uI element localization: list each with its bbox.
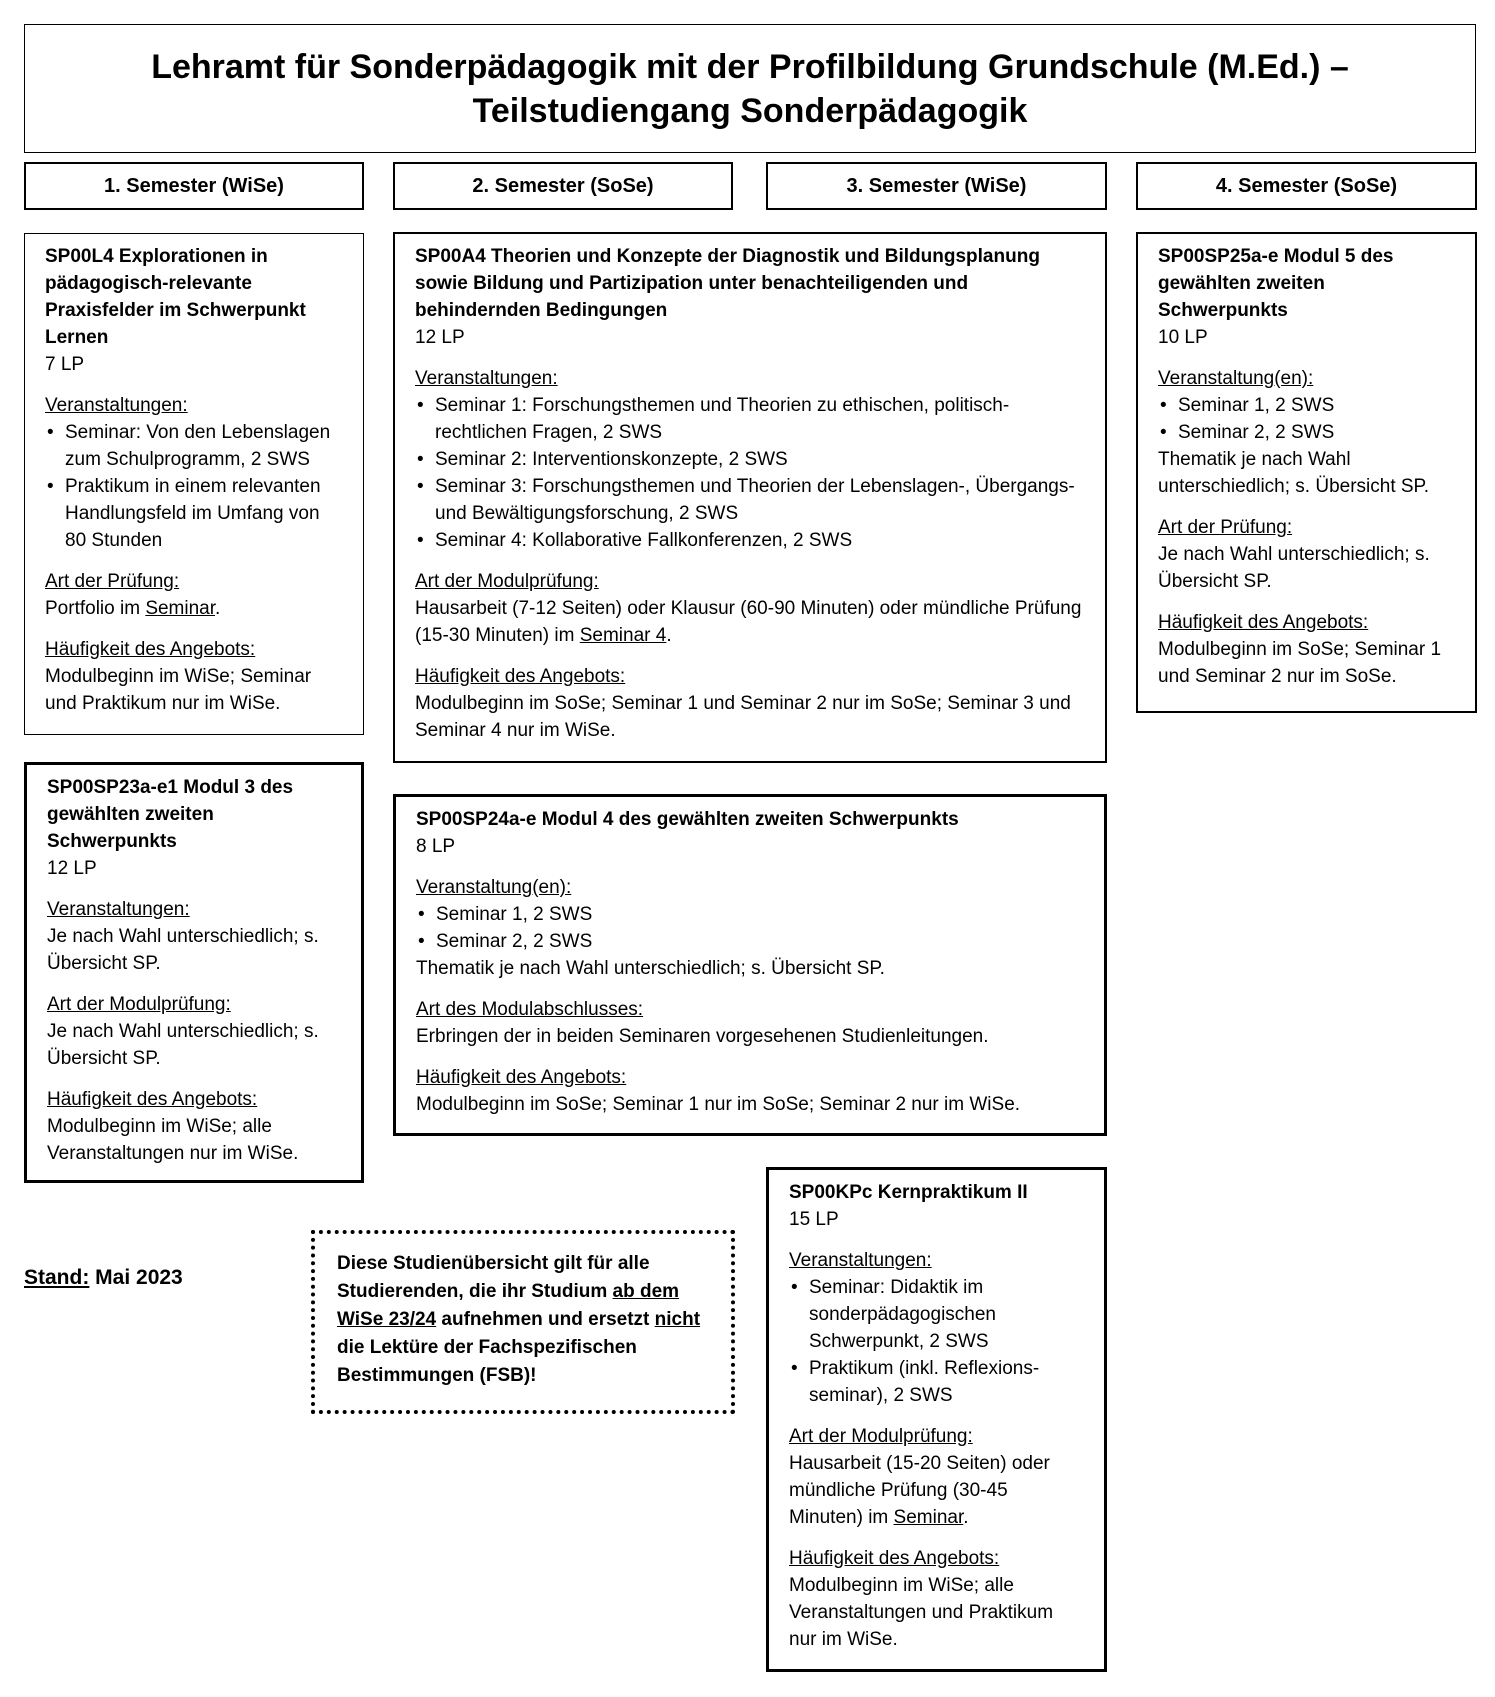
veranstaltungen-list bbox=[45, 419, 343, 554]
pruefung-text: Hausarbeit (15-20 Seiten) oder mündliche Prüfung (30-45 Minuten) im Seminar. bbox=[789, 1453, 1050, 1528]
page-title-line-2: Teilstudiengang Sonderpädagogik bbox=[472, 91, 1028, 130]
module-credits: 7 LP bbox=[45, 354, 85, 375]
haeufigkeit-text: Modulbeginn im WiSe; alle Veranstaltungen und Praktikum nur im WiSe. bbox=[789, 1575, 1054, 1650]
notice-emphasis: ab dem WiSe 23/24 bbox=[337, 1281, 680, 1330]
list-item: • Praktikum (inkl. Reflexions-seminar), 2 SWS bbox=[789, 1355, 1084, 1409]
veranstaltungen-text: Je nach Wahl unterschiedlich; s. Übersicht SP. bbox=[47, 926, 319, 974]
module-title: SP00SP23a-e1 Modul 3 des gewählten zweiten Schwerpunkts bbox=[47, 777, 294, 852]
list-item: • Praktikum in einem relevanten Handlungsfeld im Umfang von 80 Stunden bbox=[45, 473, 343, 554]
veranstaltungen-label: Veranstaltung(en): bbox=[1158, 368, 1314, 389]
list-item: • Seminar 2, 2 SWS bbox=[416, 928, 1084, 955]
module-sp00sp23 bbox=[24, 762, 364, 1183]
list-item: • Seminar 2: Interventionskonzepte, 2 SWS bbox=[415, 446, 1085, 473]
notice-emphasis: nicht bbox=[654, 1309, 701, 1330]
abschluss-text: Erbringen der in beiden Seminaren vorgesehenen Studienleitungen. bbox=[416, 1026, 989, 1047]
module-credits: 15 LP bbox=[789, 1209, 839, 1230]
veranstaltungen-label: Veranstaltung(en): bbox=[416, 877, 572, 898]
list-item: • Seminar 1: Forschungsthemen und Theorien zu ethischen, politisch-rechtlichen Fragen, 2 SWS bbox=[415, 392, 1085, 446]
veranstaltungen-list bbox=[789, 1274, 1084, 1409]
module-title: SP00KPc Kernpraktikum II bbox=[789, 1182, 1028, 1203]
haeufigkeit-label: Häufigkeit des Angebots: bbox=[47, 1089, 258, 1110]
pruefung-label: Art der Modulprüfung: bbox=[415, 571, 599, 592]
module-credits: 10 LP bbox=[1158, 327, 1208, 348]
veranstaltungen-list bbox=[415, 392, 1085, 554]
module-sp00l4 bbox=[24, 233, 364, 735]
semester-header-3: 3. Semester (WiSe) bbox=[766, 162, 1107, 210]
pruefung-text: Je nach Wahl unterschiedlich; s. Übersicht SP. bbox=[1158, 544, 1430, 592]
module-sp00kpc bbox=[766, 1167, 1107, 1672]
list-item: • Seminar: Didaktik im sonderpädagogischen Schwerpunkt, 2 SWS bbox=[789, 1274, 1084, 1355]
list-item: • Seminar 1, 2 SWS bbox=[416, 901, 1084, 928]
notice-text: Diese Studienübersicht gilt für alle Studierenden, die ihr Studium bbox=[337, 1253, 650, 1302]
pruefung-text: Hausarbeit (7-12 Seiten) oder Klausur (60-90 Minuten) oder mündliche Prüfung (15-30 Minuten) im Seminar 4. bbox=[415, 598, 1082, 646]
module-credits: 12 LP bbox=[47, 858, 97, 879]
haeufigkeit-label: Häufigkeit des Angebots: bbox=[415, 666, 626, 687]
stand-value: Mai 2023 bbox=[95, 1266, 183, 1289]
semester-header-2: 2. Semester (SoSe) bbox=[393, 162, 733, 210]
stand-label: Stand: bbox=[24, 1266, 90, 1289]
semester-header-1: 1. Semester (WiSe) bbox=[24, 162, 364, 210]
abschluss-label: Art des Modulabschlusses: bbox=[416, 999, 644, 1020]
veranstaltungen-label: Veranstaltungen: bbox=[45, 395, 188, 416]
list-item: • Seminar 1, 2 SWS bbox=[1158, 392, 1455, 419]
haeufigkeit-text: Modulbeginn im WiSe; Seminar und Praktikum nur im WiSe. bbox=[45, 666, 312, 714]
notice-text: aufnehmen und ersetzt bbox=[436, 1309, 655, 1330]
veranstaltungen-text: Thematik je nach Wahl unterschiedlich; s. Übersicht SP. bbox=[1158, 449, 1430, 497]
stand-date bbox=[24, 1266, 183, 1290]
haeufigkeit-label: Häufigkeit des Angebots: bbox=[416, 1067, 627, 1088]
veranstaltungen-text: Thematik je nach Wahl unterschiedlich; s. Übersicht SP. bbox=[416, 958, 885, 979]
haeufigkeit-text: Modulbeginn im WiSe; alle Veranstaltungen nur im WiSe. bbox=[47, 1116, 299, 1164]
veranstaltungen-label: Veranstaltungen: bbox=[415, 368, 558, 389]
notice-text: die Lektüre der Fachspezifischen Bestimmungen (FSB)! bbox=[337, 1337, 637, 1386]
module-title: SP00L4 Explorationen in pädagogisch-relevante Praxisfelder im Schwerpunkt Lernen bbox=[45, 246, 306, 348]
list-item: • Seminar 3: Forschungsthemen und Theorien der Lebenslagen-, Übergangs- und Bewältigungsforschung, 2 SWS bbox=[415, 473, 1085, 527]
list-item: • Seminar 2, 2 SWS bbox=[1158, 419, 1455, 446]
haeufigkeit-label: Häufigkeit des Angebots: bbox=[45, 639, 256, 660]
module-credits: 12 LP bbox=[415, 327, 465, 348]
pruefung-label: Art der Modulprüfung: bbox=[789, 1426, 973, 1447]
module-credits: 8 LP bbox=[416, 836, 456, 857]
pruefung-text: Portfolio im Seminar. bbox=[45, 598, 221, 619]
veranstaltungen-label: Veranstaltungen: bbox=[789, 1250, 932, 1271]
notice-box bbox=[311, 1230, 735, 1414]
page-title-line-1: Lehramt für Sonderpädagogik mit der Profilbildung Grundschule (M.Ed.) – bbox=[151, 47, 1349, 86]
semester-header-4: 4. Semester (SoSe) bbox=[1136, 162, 1477, 210]
veranstaltungen-list bbox=[416, 901, 1084, 955]
haeufigkeit-label: Häufigkeit des Angebots: bbox=[789, 1548, 1000, 1569]
page-title-box bbox=[24, 24, 1476, 153]
pruefung-label: Art der Prüfung: bbox=[45, 571, 180, 592]
veranstaltungen-label: Veranstaltungen: bbox=[47, 899, 190, 920]
haeufigkeit-text: Modulbeginn im SoSe; Seminar 1 und Seminar 2 nur im SoSe; Seminar 3 und Seminar 4 nur im WiSe. bbox=[415, 693, 1071, 741]
module-title: SP00A4 Theorien und Konzepte der Diagnostik und Bildungsplanung sowie Bildung und Partizipation unter benachteiligenden und behindernden Bedingungen bbox=[415, 246, 1040, 321]
module-sp00sp24 bbox=[393, 794, 1107, 1136]
list-item: • Seminar 4: Kollaborative Fallkonferenzen, 2 SWS bbox=[415, 527, 1085, 554]
module-sp00sp25 bbox=[1136, 232, 1477, 713]
haeufigkeit-text: Modulbeginn im SoSe; Seminar 1 und Seminar 2 nur im SoSe. bbox=[1158, 639, 1442, 687]
module-sp00a4 bbox=[393, 232, 1107, 763]
haeufigkeit-label: Häufigkeit des Angebots: bbox=[1158, 612, 1369, 633]
veranstaltungen-list bbox=[1158, 392, 1455, 446]
pruefung-label: Art der Prüfung: bbox=[1158, 517, 1293, 538]
haeufigkeit-text: Modulbeginn im SoSe; Seminar 1 nur im SoSe; Seminar 2 nur im WiSe. bbox=[416, 1094, 1021, 1115]
module-title: SP00SP25a-e Modul 5 des gewählten zweiten Schwerpunkts bbox=[1158, 246, 1394, 321]
pruefung-text: Je nach Wahl unterschiedlich; s. Übersicht SP. bbox=[47, 1021, 319, 1069]
module-title: SP00SP24a-e Modul 4 des gewählten zweiten Schwerpunkts bbox=[416, 809, 959, 830]
page-title bbox=[151, 45, 1349, 133]
list-item: • Seminar: Von den Lebenslagen zum Schulprogramm, 2 SWS bbox=[45, 419, 343, 473]
pruefung-label: Art der Modulprüfung: bbox=[47, 994, 231, 1015]
